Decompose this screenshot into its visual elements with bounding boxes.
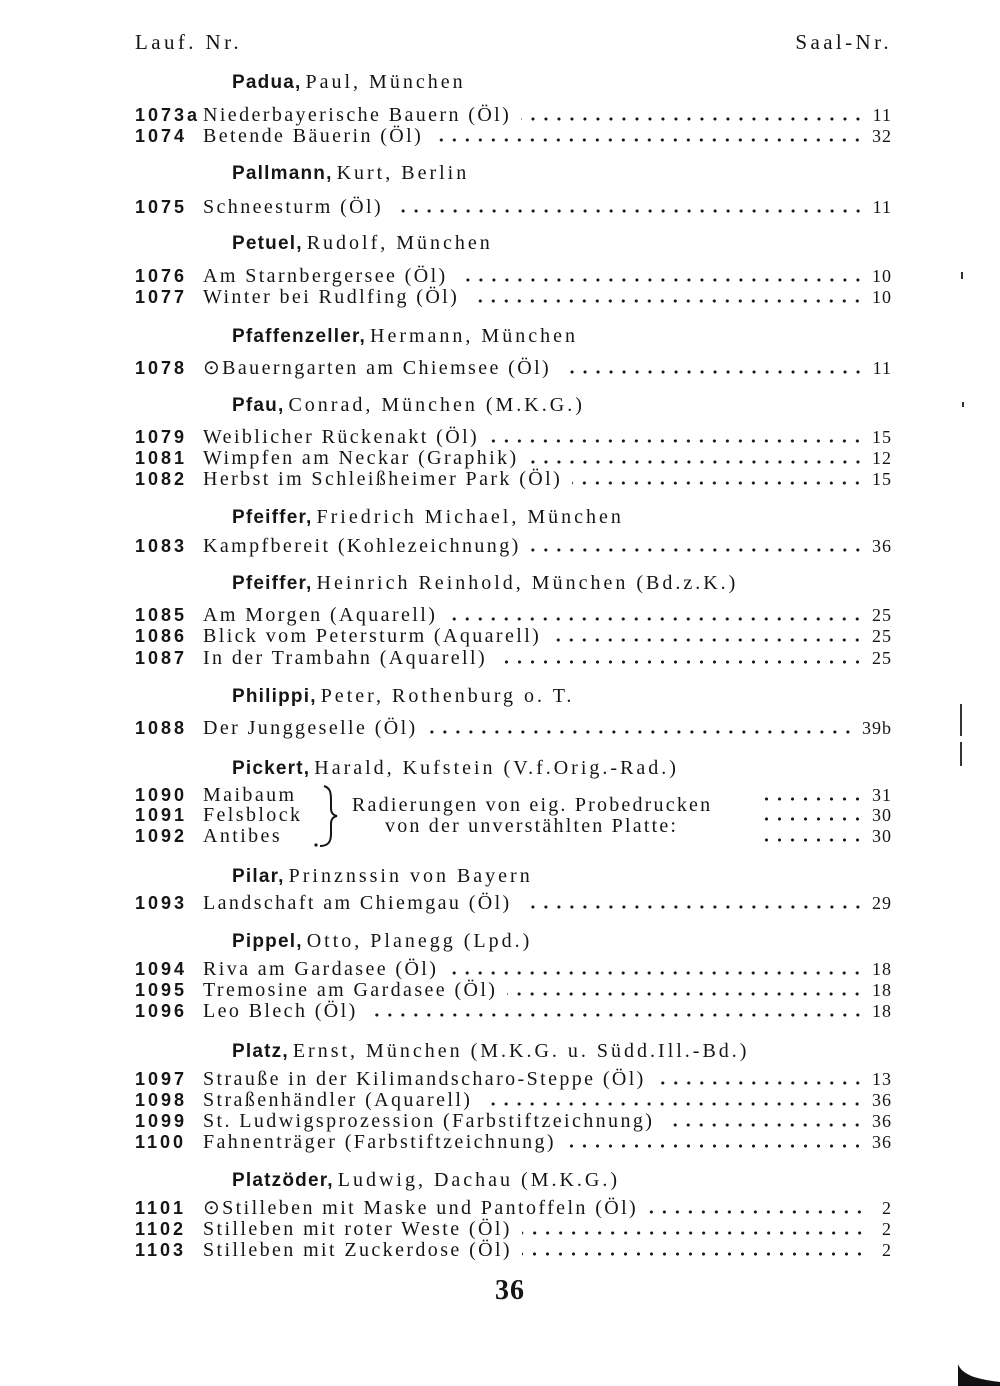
entry-title: Stilleben mit roter Weste (Öl) xyxy=(203,1218,512,1240)
entry-number: 1079 xyxy=(135,427,188,447)
entry-number: 1090 xyxy=(135,785,188,805)
dot-leader xyxy=(561,370,865,374)
scan-mark xyxy=(960,704,962,736)
dot-leader xyxy=(531,548,864,552)
artist-details: Kurt, Berlin xyxy=(336,162,470,184)
room-number: 13 xyxy=(872,1069,892,1089)
room-number: 11 xyxy=(872,358,892,378)
entry-number: 1086 xyxy=(135,626,188,646)
dot-leader xyxy=(572,481,864,485)
entry-title: ⊙Bauerngarten am Chiemsee (Öl) xyxy=(203,357,552,379)
dot-leader xyxy=(482,1102,864,1106)
entry-number: 1076 xyxy=(135,266,188,286)
room-number: 11 xyxy=(872,105,892,125)
artist-surname: Pfeiffer, xyxy=(232,573,313,594)
room-number: 36 xyxy=(872,1132,892,1152)
artist-details: Heinrich Reinhold, München (Bd.z.K.) xyxy=(316,572,739,594)
entry-title: Am Starnbergersee (Öl) xyxy=(203,265,448,287)
scan-mark xyxy=(961,272,963,279)
entry-title: Stilleben mit Zuckerdose (Öl) xyxy=(203,1239,512,1261)
dot-leader xyxy=(393,209,865,213)
entry-number: 1075 xyxy=(135,197,188,217)
entry-title: Winter bei Rudlfing (Öl) xyxy=(203,286,460,308)
entry-number: 1082 xyxy=(135,469,188,489)
catalogue-entry xyxy=(135,356,892,380)
room-number: 25 xyxy=(872,648,892,668)
room-number: 10 xyxy=(872,266,892,286)
room-number: 36 xyxy=(872,1111,892,1131)
entry-number: 1098 xyxy=(135,1090,188,1110)
catalogue-entry xyxy=(135,891,892,915)
entry-title: Antibes xyxy=(203,825,283,847)
edition-note-line: von der unverstählten Platte: xyxy=(385,815,679,837)
room-number: 2 xyxy=(882,1219,892,1239)
entry-number: 1074 xyxy=(135,126,188,146)
artist-heading xyxy=(232,756,679,780)
dot-leader xyxy=(522,1252,866,1256)
room-number: 25 xyxy=(872,605,892,625)
dot-leader xyxy=(522,905,864,909)
entry-number: 1078 xyxy=(135,358,188,378)
entry-title: Herbst im Schleißheimer Park (Öl) xyxy=(203,468,563,490)
artist-heading xyxy=(232,1039,749,1063)
entry-title: Wimpfen am Neckar (Graphik) xyxy=(203,447,519,469)
artist-details: Otto, Planegg (Lpd.) xyxy=(306,930,533,952)
catalogue-entry xyxy=(135,999,892,1023)
dot-leader xyxy=(469,299,864,303)
entry-title: Landschaft am Chiemgau (Öl) xyxy=(203,892,512,914)
entry-title: Blick vom Petersturm (Aquarell) xyxy=(203,625,542,647)
dot-leader xyxy=(758,797,864,801)
dot-leader xyxy=(447,617,864,621)
entry-title: Schneesturm (Öl) xyxy=(203,196,384,218)
artist-surname: Pickert, xyxy=(232,758,311,779)
dot-leader xyxy=(368,1013,864,1017)
catalogue-entry xyxy=(135,646,892,670)
artist-surname: Pilar, xyxy=(232,866,285,887)
room-number: 32 xyxy=(872,126,892,146)
artist-details: Hermann, München xyxy=(370,325,578,347)
artist-surname: Platz, xyxy=(232,1041,289,1062)
artist-surname: Petuel, xyxy=(232,233,303,254)
entry-number: 1083 xyxy=(135,536,188,556)
artist-heading xyxy=(232,505,624,529)
entry-number: 1093 xyxy=(135,893,188,913)
entry-title: Kampfbereit (Kohlezeichnung) xyxy=(203,535,521,557)
room-number: 36 xyxy=(872,536,892,556)
entry-title: Tremosine am Gardasee (Öl) xyxy=(203,979,498,1001)
curly-brace-icon xyxy=(312,782,342,850)
artist-surname: Padua, xyxy=(232,72,302,93)
artist-heading xyxy=(232,684,574,708)
artist-details: Rudolf, München xyxy=(306,232,493,254)
dot-leader xyxy=(497,660,864,664)
page-number: 36 xyxy=(495,1275,525,1306)
artist-heading xyxy=(232,571,738,595)
room-number: 2 xyxy=(882,1198,892,1218)
catalogue-entry xyxy=(135,534,892,558)
entry-number: 1092 xyxy=(135,826,188,846)
entry-title: Am Morgen (Aquarell) xyxy=(203,604,438,626)
dot-leader xyxy=(489,439,864,443)
dot-leader xyxy=(529,460,864,464)
room-number: 18 xyxy=(872,959,892,979)
artist-surname: Pfau, xyxy=(232,395,285,416)
entry-title: Der Junggeselle (Öl) xyxy=(203,717,418,739)
artist-details: Peter, Rothenburg o. T. xyxy=(320,685,575,707)
dot-leader xyxy=(551,638,864,642)
entry-title: Niederbayerische Bauern (Öl) xyxy=(203,104,512,126)
entry-title: Strauße in der Kilimandscharo-Steppe (Öl) xyxy=(203,1068,646,1090)
room-number: 15 xyxy=(872,427,892,447)
artist-details: Prinznssin von Bayern xyxy=(288,865,533,887)
artist-details: Friedrich Michael, München xyxy=(316,506,624,528)
entry-number: 1077 xyxy=(135,287,188,307)
catalogue-entry xyxy=(135,195,892,219)
room-number: 31 xyxy=(872,785,892,805)
entry-number: 1081 xyxy=(135,448,188,468)
artist-heading xyxy=(232,231,493,255)
entry-title: Betende Bäuerin (Öl) xyxy=(203,125,424,147)
entry-number: 1102 xyxy=(135,1219,187,1239)
entry-title: In der Trambahn (Aquarell) xyxy=(203,647,488,669)
entry-number: 1088 xyxy=(135,718,188,738)
room-number: 10 xyxy=(872,287,892,307)
artist-details: Ludwig, Dachau (M.K.G.) xyxy=(337,1169,621,1191)
edition-note-line: Radierungen von eig. Probedrucken xyxy=(352,794,713,816)
entry-number: 1096 xyxy=(135,1001,188,1021)
catalogue-entry xyxy=(135,716,892,740)
room-number: 25 xyxy=(872,626,892,646)
scan-mark xyxy=(960,742,962,766)
room-number: 12 xyxy=(872,448,892,468)
catalogue-entry xyxy=(135,624,892,648)
dot-leader xyxy=(566,1144,864,1148)
artist-heading xyxy=(232,161,469,185)
artist-details: Harald, Kufstein (V.f.Orig.-Rad.) xyxy=(314,757,679,779)
column-header-running-number: Lauf. Nr. xyxy=(135,30,242,54)
dot-leader xyxy=(758,817,864,821)
artist-surname: Pippel, xyxy=(232,931,303,952)
dot-leader xyxy=(458,278,864,282)
entry-number: 1099 xyxy=(135,1111,188,1131)
dot-leader xyxy=(448,971,864,975)
dot-leader xyxy=(664,1123,864,1127)
room-number: 29 xyxy=(872,893,892,913)
room-number: 11 xyxy=(872,197,892,217)
artist-surname: Pfeiffer, xyxy=(232,507,313,528)
dot-leader xyxy=(433,138,864,142)
column-header-room-number: Saal-Nr. xyxy=(795,30,892,54)
dot-leader xyxy=(758,838,864,842)
artist-details: Conrad, München (M.K.G.) xyxy=(288,394,585,416)
artist-heading xyxy=(232,1168,620,1192)
room-number: 18 xyxy=(872,1001,892,1021)
artist-heading xyxy=(232,324,578,348)
entry-title: Maibaum xyxy=(203,784,297,806)
entry-title: ⊙Stilleben mit Maske und Pantoffeln (Öl) xyxy=(203,1197,639,1219)
entry-title: St. Ludwigsprozession (Farbstiftzeichnung) xyxy=(203,1110,655,1132)
entry-number: 1095 xyxy=(135,980,188,1000)
room-number: 15 xyxy=(872,469,892,489)
room-number: 30 xyxy=(872,805,892,825)
entry-number: 1085 xyxy=(135,605,188,625)
room-number: 39b xyxy=(862,718,892,738)
artist-surname: Pallmann, xyxy=(232,163,333,184)
catalogue-entry xyxy=(135,285,892,309)
room-number: 18 xyxy=(872,980,892,1000)
entry-number: 1097 xyxy=(135,1069,188,1089)
artist-heading xyxy=(232,864,533,888)
entry-title: Fahnenträger (Farbstiftzeichnung) xyxy=(203,1131,556,1153)
dot-leader xyxy=(428,730,854,734)
artist-details: Paul, München xyxy=(305,71,466,93)
catalogue-entry xyxy=(135,1238,892,1262)
catalogue-entry xyxy=(135,467,892,491)
scan-mark xyxy=(962,402,964,407)
entry-title: Straßenhändler (Aquarell) xyxy=(203,1089,473,1111)
entry-number: 1087 xyxy=(135,648,188,668)
entry-number: 1100 xyxy=(135,1132,187,1152)
artist-details: Ernst, München (M.K.G. u. Südd.Ill.-Bd.) xyxy=(292,1040,750,1062)
room-number: 2 xyxy=(882,1240,892,1260)
catalogue-entry xyxy=(135,124,892,148)
entry-title: Weiblicher Rückenakt (Öl) xyxy=(203,426,480,448)
dot-leader xyxy=(522,1231,866,1235)
artist-heading xyxy=(232,70,466,94)
entry-title: Leo Blech (Öl) xyxy=(203,1000,358,1022)
entry-title: Felsblock xyxy=(203,804,303,826)
room-number: 36 xyxy=(872,1090,892,1110)
artist-heading xyxy=(232,929,532,953)
artist-heading xyxy=(232,393,585,417)
entry-number: 1091 xyxy=(135,805,188,825)
dot-leader xyxy=(521,117,864,121)
entry-number: 1094 xyxy=(135,959,188,979)
entry-number: 1073a xyxy=(135,105,201,125)
artist-surname: Platzöder, xyxy=(232,1170,334,1191)
dot-leader xyxy=(656,1081,864,1085)
room-number: 30 xyxy=(872,826,892,846)
catalogue-entry xyxy=(135,1130,892,1154)
artist-surname: Philippi, xyxy=(232,686,317,707)
entry-title: Riva am Gardasee (Öl) xyxy=(203,958,439,980)
dot-leader xyxy=(507,992,864,996)
artist-surname: Pfaffenzeller, xyxy=(232,326,367,347)
scan-corner-mark xyxy=(950,1352,1000,1386)
entry-number: 1101 xyxy=(135,1198,187,1218)
entry-number: 1103 xyxy=(135,1240,187,1260)
dot-leader xyxy=(648,1210,866,1214)
